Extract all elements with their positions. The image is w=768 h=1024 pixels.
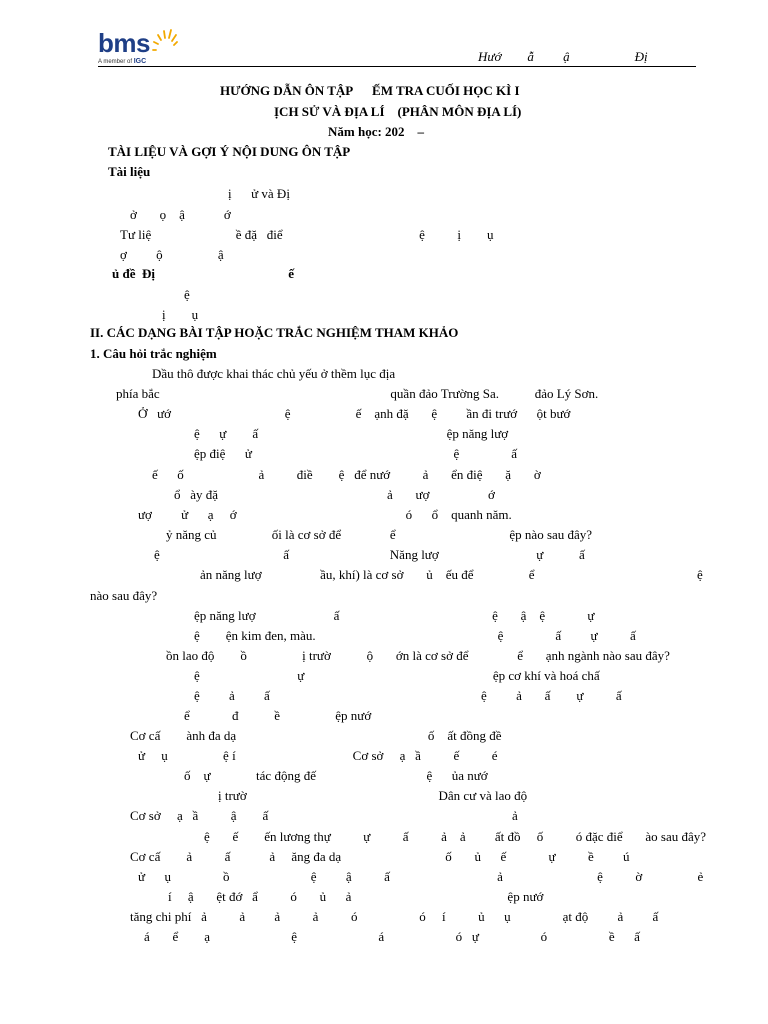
logo-member-brand: IGC <box>133 58 147 65</box>
answer-line: ổ ày đặ ả ượ ớ <box>174 487 495 502</box>
logo-member-line <box>98 58 146 65</box>
doc-line: ở ọ ậ ớ <box>130 207 231 222</box>
doc-title-line-1: HƯỚNG DẪN ÔN TẬP ẾM TRA CUỐI HỌC KÌ I <box>220 83 520 98</box>
doc-line: Tư liệ ề đặ điể ệ ị ụ <box>120 227 494 242</box>
answer-line: Cơ cấ ả ấ ả ăng đa dạ ố ủ ế ự ề ú <box>130 849 630 864</box>
doc-line: ệ <box>184 287 190 302</box>
answer-line: ệp năng lượ ấ ệ ậ ệ ự <box>194 608 595 623</box>
answer-line: ệ ự ệp cơ khí và hoá chấ <box>194 668 600 683</box>
doc-title-line-2: ỊCH SỬ VÀ ĐỊA LÍ (PHÂN MÔN ĐỊA LÍ) <box>274 104 522 119</box>
answer-line: ệp điệ ử ệ ấ <box>194 446 517 461</box>
answer-line: ượ ử ạ ớ ó ổ quanh năm. <box>138 507 512 522</box>
subheading-materials: Tài liệu <box>108 164 151 179</box>
question-line: ố ự tác động đế ệ ủa nướ <box>184 768 488 783</box>
question-line: ồn lao độ ồ ị trườ ộ ớn là cơ sở để ể ạnh ngành nào sau đây? <box>166 648 670 663</box>
answer-line: Cơ sở ạ ầ ậ ấ ả <box>130 808 518 823</box>
question-line: nào sau đây? <box>90 588 158 603</box>
answer-line: ử ụ ệ í Cơ sở ạ ầ ế é <box>138 748 498 763</box>
sun-icon <box>152 28 178 52</box>
header-title: Hướ ẫ ậ Đị <box>478 49 648 64</box>
question-line: ệ ế ến lương thự ự ấ ả ả ất đồ ố ó đặc điể ào sau đây? <box>204 829 707 844</box>
question-line: í ậ ệt đớ ẩ ó ủ ả ệp nướ <box>168 889 544 904</box>
question-line: ản năng lượ ầu, khí) là cơ sở ủ ếu để ể ệ <box>200 567 703 582</box>
section-heading-materials: TÀI LIỆU VÀ GỢI Ý NỘI DUNG ÔN TẬP <box>108 144 351 159</box>
question-line: Ở ướ ệ ế ạnh đặ ệ ần đi trướ ột bướ <box>138 406 571 421</box>
question-line: ể đ ề ệp nướ <box>184 708 372 723</box>
question-line: Dầu thô được khai thác chủ yếu ở thềm lục địa <box>152 366 396 381</box>
doc-line: ị ử và Đị <box>228 186 290 201</box>
subheading-multiple-choice: 1. Câu hỏi trắc nghiệm <box>90 346 217 361</box>
answer-line: Cơ cấ ành đa dạ ố ất đồng đề <box>130 728 502 743</box>
question-line: ế ố ả điề ệ để nướ ả ển điệ ặ ờ <box>152 467 541 482</box>
logo-member-prefix: A member of <box>98 59 133 65</box>
answer-line: tăng chi phí ả ả ả ả ó ó í ủ ụ ạt độ ả ấ <box>130 909 659 924</box>
header-divider <box>98 66 696 67</box>
answer-line: ệ ện kim đen, màu. ệ ấ ự ấ <box>194 628 636 643</box>
answer-line: ệ ả ấ ệ ả ấ ự ấ <box>194 688 622 703</box>
doc-line: ợ ộ ậ <box>120 247 224 262</box>
topic-heading: ủ đề Đị ế <box>112 266 294 281</box>
bms-logo <box>98 28 178 70</box>
question-line: ỷ năng củ ối là cơ sở để ể ệp nào sau đây? <box>166 527 593 542</box>
answer-line: ệ ấ Năng lượ ự ấ <box>154 547 585 562</box>
answer-line: phía bắc quần đảo Trường Sa. đảo Lý Sơn. <box>116 386 599 401</box>
section-heading-exercises: II. CÁC DẠNG BÀI TẬP HOẶC TRẮC NGHIỆM THAM KHẢO <box>90 325 459 340</box>
doc-line: ị ụ <box>162 307 199 322</box>
answer-line: á ể ạ ệ á ó ự ó ề ấ <box>144 929 640 944</box>
school-year: Năm học: 202 – <box>328 124 425 139</box>
answer-line: ệ ự ấ ệp năng lượ <box>194 426 509 441</box>
answer-line: ị trườ Dân cư và lao độ <box>218 788 528 803</box>
answer-line: ử ụ ồ ệ ậ ấ ả ệ ờ ẻ <box>138 869 704 884</box>
logo-brand-text: bms <box>98 28 150 58</box>
